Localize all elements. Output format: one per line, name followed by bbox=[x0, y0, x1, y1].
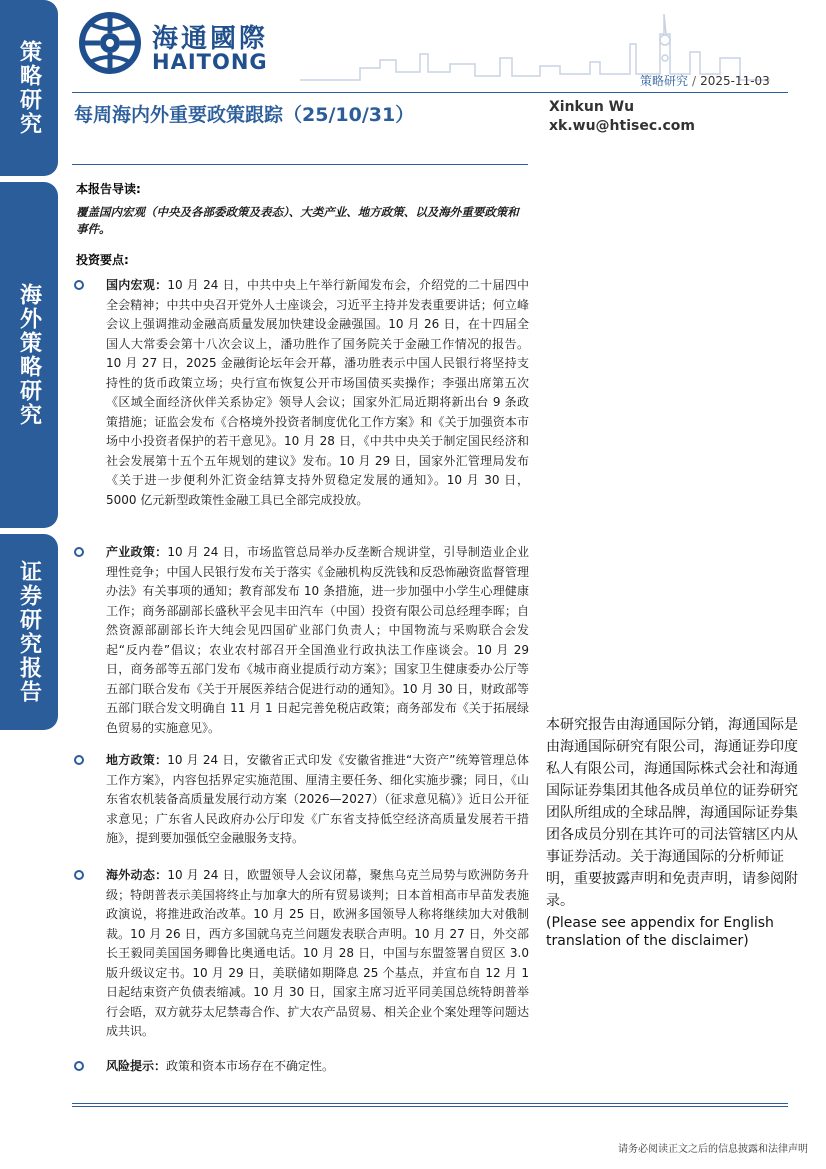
footer-notice: 请务必阅读正文之后的信息披露和法律声明 bbox=[618, 1144, 808, 1155]
report-date: 2025-11-03 bbox=[700, 74, 770, 88]
page-title: 每周海内外重要政策跟踪（25/10/31） bbox=[74, 104, 415, 126]
bullet-dot-icon bbox=[74, 547, 84, 557]
bullet-label: 海外动态： bbox=[106, 868, 168, 882]
points-heading: 投资要点: bbox=[76, 253, 129, 267]
report-category: 策略研究 bbox=[640, 74, 689, 88]
intro-heading: 本报告导读: bbox=[76, 182, 141, 196]
disclaimer-cn: 本研究报告由海通国际分销，海通国际是由海通国际研究有限公司，海通证券印度私人有限公司，海通国际株式会社和海通国际证券集团其他各成员单位的证券研究团队所组成的全球品牌，海通国际证券集团各成员分别在其许可的司法管辖区内从事证券活动。关于海通国际的分析师证明，重要披露声明和免责声明，请参阅附录。 bbox=[546, 717, 798, 909]
bullet-overseas bbox=[74, 866, 529, 1042]
bullet-domestic-macro bbox=[74, 276, 529, 510]
header-divider bbox=[72, 92, 788, 93]
bullet-text: 10 月 24 日，市场监管总局举办反垄断合规讲堂，引导制造业企业理性竞争；中国人民银行发布关于落实《金融机构反洗钱和反恐怖融资监督管理办法》有关事项的通知；教育部发布 10 条措施，进一步加强中小学生心理健康工作；商务部副部长盛秋平会见丰田汽车（中国）投资有限公司总经理李晖；自然资源部副部长许大纯会见四国矿业部门负责人；中国物流与采购联合会发起“反内卷”倡议；农业农村部召开全国渔业行政执法工作座谈会。10 月 29 日，商务部等五部门发布《城市商业提质行动方案》；国家卫生健康委办公厅等五部门联合发布《关于开展医养结合促进行动的通知》。10 月 30 日，财政部等五部门联合发文明确自 11 月 1 日起完善免税店政策；商务部发布《关于拓展绿色贸易的实施意见》。 bbox=[106, 545, 529, 735]
intro-text: 覆盖国内宏观（中央及各部委政策及表态）、大类产业、地方政策、以及海外重要政策和事件。 bbox=[76, 205, 519, 236]
sidebar-tab-securities: 证券研究报告 bbox=[0, 534, 58, 730]
author-block bbox=[549, 98, 695, 136]
breadcrumb-separator: / bbox=[692, 74, 697, 88]
author-email: xk.wu@htisec.com bbox=[549, 118, 695, 134]
bullet-text: 10 月 24 日，安徽省正式印发《安徽省推进“大资产”统筹管理总体工作方案》，内容包括界定实施范围、厘清主要任务、细化实施步骤；同日，《山东省农机装备高质量发展行动方案（2026—2027）（征求意见稿）》近日公开征求意见；广东省人民政府办公厅印发《广东省支持低空经济高质量发展若干措施》，提到要加强低空金融服务支持。 bbox=[106, 753, 529, 845]
bullet-label: 风险提示： bbox=[106, 1059, 167, 1073]
sidebar bbox=[0, 0, 58, 1169]
bullet-dot-icon bbox=[74, 870, 84, 880]
disclaimer-en: (Please see appendix for English translation of the disclaimer) bbox=[546, 915, 774, 949]
bullet-label: 地方政策： bbox=[106, 753, 168, 767]
title-divider bbox=[72, 164, 528, 165]
brand-name-cn: 海通國際 bbox=[152, 24, 269, 54]
bullet-text: 10 月 24 日，中共中央上午举行新闻发布会，介绍党的二十届四中全会精神；中共中央召开党外人士座谈会，习近平主持并发表重要讲话；何立峰会议上强调推动金融高质量发展加快建设金融强国。10 月 26 日，在十四届全国人大常委会第十八次会议上，潘功胜作了国务院关于金融工作情况的报告。10 月 27 日，2025 金融街论坛年会开幕，潘功胜表示中国人民银行将坚持支持性的货币政策立场；央行宣布恢复公开市场国债买卖操作；李强出席第五次《区域全面经济伙伴关系协定》领导人会议；国家外汇局近期将新出台 9 条政策措施；证监会发布《合格境外投资者制度优化工作方案》和《关于加强资本市场中小投资者保护的若干意见》。10 月 28 日，《中共中央关于制定国民经济和社会发展第十五个五年规划的建议》发布。10 月 29 日，国家外汇管理局发布《关于进一步便利外汇资金结算支持外贸稳定发展的通知》。10 月 30 日，5000 亿元新型政策性金融工具已全部完成投放。 bbox=[106, 278, 529, 507]
bullet-dot-icon bbox=[74, 1061, 84, 1071]
sidebar-tab-strategy: 策略研究 bbox=[0, 0, 58, 176]
disclaimer bbox=[546, 714, 810, 950]
bullet-risk bbox=[74, 1057, 529, 1077]
bullet-label: 产业政策： bbox=[106, 545, 168, 559]
author-name: Xinkun Wu bbox=[549, 99, 635, 115]
bullet-dot-icon bbox=[74, 280, 84, 290]
bullet-label: 国内宏观： bbox=[106, 278, 168, 292]
bullet-industry-policy bbox=[74, 543, 529, 738]
brand-name-en: HAITONG bbox=[152, 50, 268, 74]
breadcrumb bbox=[640, 72, 770, 89]
bullet-text: 政策和资本市场存在不确定性。 bbox=[166, 1059, 335, 1073]
footer-divider bbox=[72, 1103, 788, 1104]
bullet-local-policy bbox=[74, 751, 529, 849]
sidebar-tab-overseas: 海外策略研究 bbox=[0, 182, 58, 528]
footer-divider-secondary bbox=[72, 1106, 788, 1107]
bullet-text: 10 月 24 日，欧盟领导人会议闭幕，聚焦乌克兰局势与欧洲防务升级；特朗普表示美国将终止与加拿大的所有贸易谈判；日本首相高市早苗发表施政演说，将推进政治改革。10 月 25 日，欧洲多国领导人称将继续加大对俄制裁。10 月 26 日，西方多国就乌克兰问题发表联合声明。10 月 27 日，外交部长王毅同美国国务卿鲁比奥通电话。10 月 28 日，中国与东盟签署自贸区 3.0 版升级议定书。10 月 29 日，美联储如期降息 25 个基点，并宣布自 12 月 1 日起结束资产负债表缩减。10 月 30 日，国家主席习近平同美国总统特朗普举行会晤，双方就芬太尼禁毒合作、扩大农产品贸易、相关企业个案处理等问题达成共识。 bbox=[106, 868, 529, 1038]
bullet-dot-icon bbox=[74, 755, 84, 765]
